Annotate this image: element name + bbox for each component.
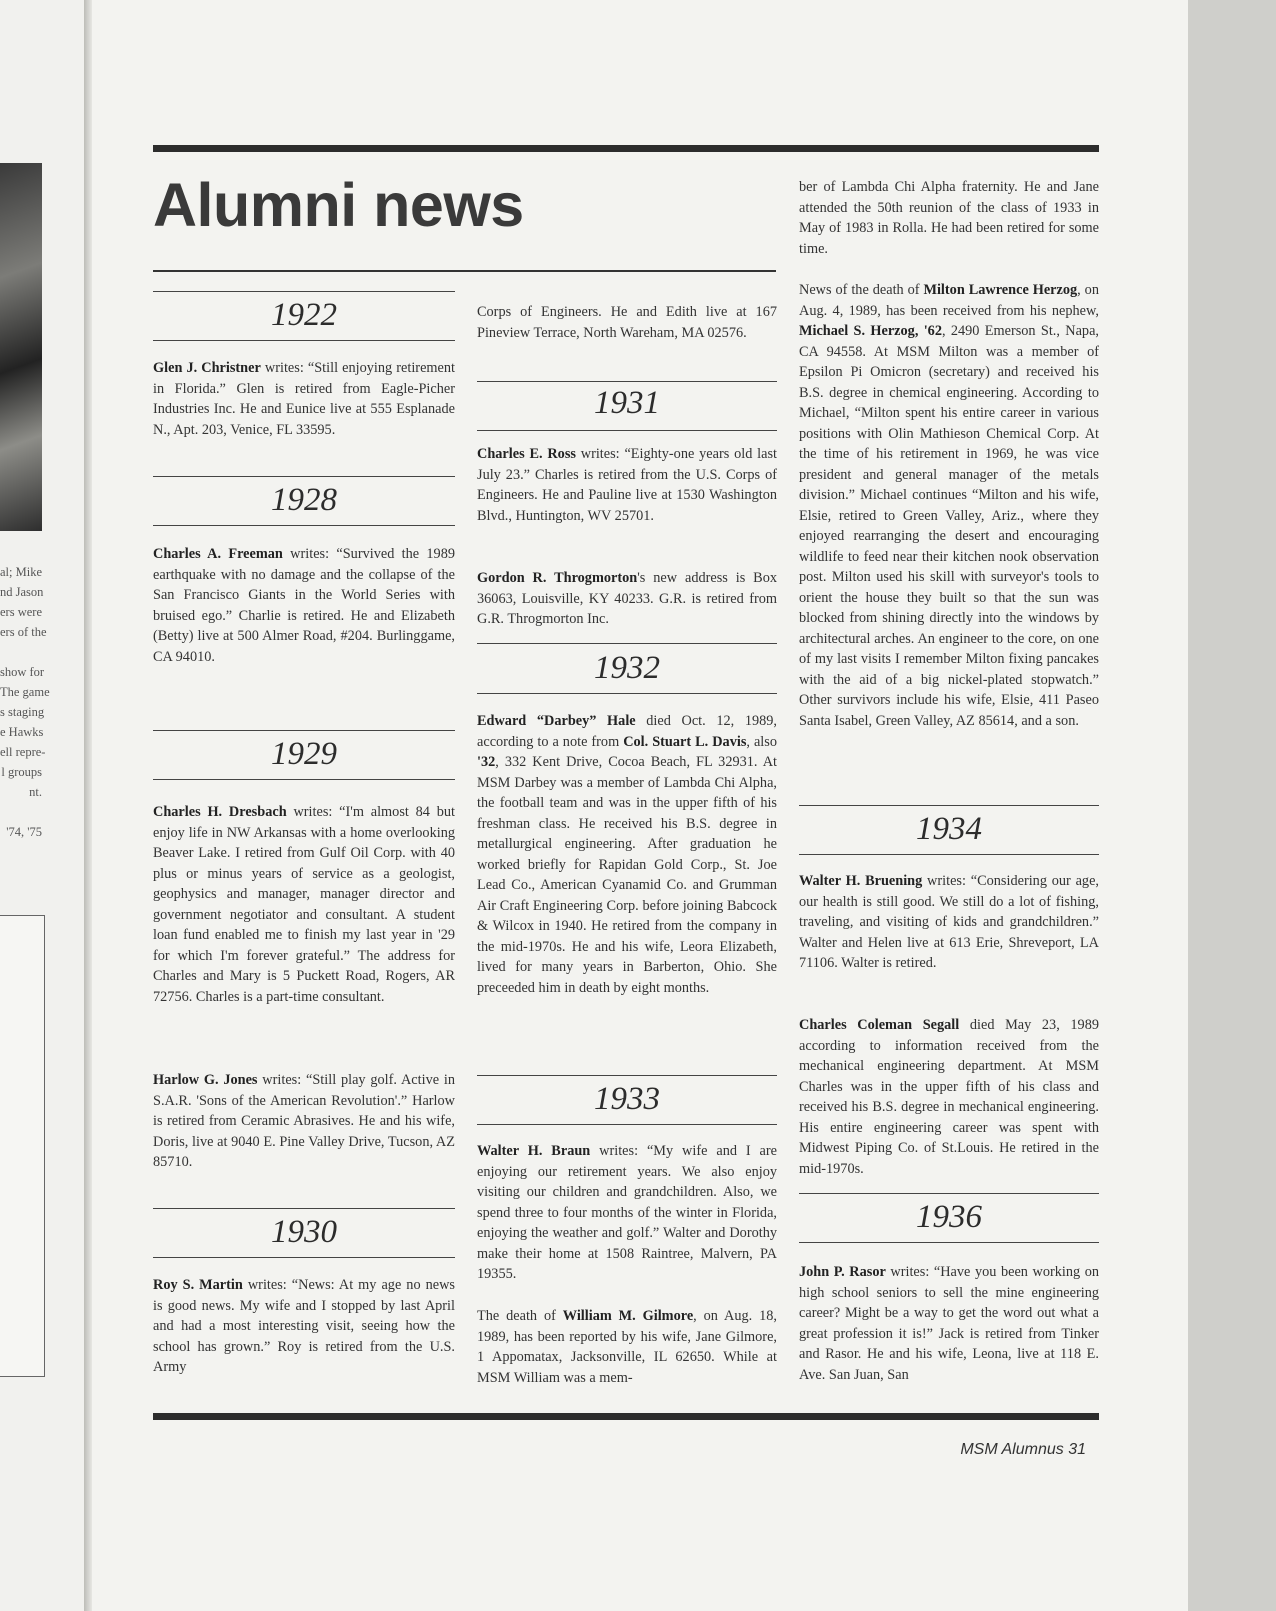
year-rule (153, 779, 455, 780)
adjacent-page-text: al; Mike nd Jason ers were ers of the show for The game s staging e Hawks ell repre- l groups nt. '74, '75 (0, 565, 50, 839)
alumnus-name: Walter H. Bruening (799, 873, 923, 889)
year-heading-1932: 1932 (594, 650, 660, 686)
year-rule (799, 854, 1099, 855)
year-rule (477, 1124, 777, 1125)
year-rule (153, 1208, 455, 1209)
year-heading-1930: 1930 (271, 1214, 337, 1250)
entry-ross: Charles E. Ross writes: “Eighty-one years old last July 23.” Charles is retired from the U.S. Corps of Engineers. He and Pauline live at 1530 Washington Blvd., Huntington, WV 25701. (477, 446, 777, 524)
entry-gilmore-continued: ber of Lambda Chi Alpha fraternity. He and Jane attended the 50th reunion of the class of 1933 in May of 1983 in Rolla. He had been retired for some time. (799, 179, 1099, 257)
alumnus-name: Walter H. Braun (477, 1143, 591, 1159)
entry-rasor: John P. Rasor writes: “Have you been working on high school seniors to sell the mine engineering career? Might be a way to get the word out what a great profession it is!” Jack is retired from Tinker and Rasor. He and his wife, Leona, live at 118 E. Ave. San Juan, San (799, 1264, 1099, 1383)
year-rule (477, 381, 777, 382)
entry-hale: Edward “Darbey” Hale died Oct. 12, 1989, according to a note from Col. Stuart L. Davis, also '32, 332 Kent Drive, Cocoa Beach, FL 32931. At MSM Darbey was a member of Lambda Chi Alpha, the football team and was in the upper fifth of his freshman class. He received his B.S. degree in metallurgical engineering. After graduation he worked briefly for Rapidan Gold Corp., St. Joe Lead Co., American Cyanamid Co. and Grumman Air Craft Engineering Corp. before joining Babcock & Wilcox in 1940. He retired from the company in the mid-1970s. He and his wife, Leora Elizabeth, lived for many years in Barberton, Ohio. She preceeded him in death by eight months. (477, 713, 778, 996)
entry-gilmore: The death of William M. Gilmore, on Aug. 18, 1989, has been reported by his wife, Jane Gilmore, 1 Appomatax, Jacksonville, IL 62650. While at MSM William was a mem- (477, 1308, 777, 1386)
entry-christner: Glen J. Christner writes: “Still enjoying retirement in Florida.” Glen is retired from Eagle-Picher Industries Inc. He and Eunice live at 555 Esplanade N., Apt. 203, Venice, FL 33595. (153, 360, 455, 438)
entry-dresbach: Charles H. Dresbach writes: “I'm almost 84 but enjoy life in NW Arkansas with a home overlooking Beaver Lake. I retired from Gulf Oil Corp. with 40 plus or minus years of service as a geologist, geophysics and manager, manager director and government negotiator and consultant. A student loan fund enabled me to finish my last year in '29 for which I'm forever grateful.” The address for Charles and Mary is 5 Puckett Road, Rogers, AR 72756. Charles is a part-time consultant. (153, 804, 456, 1005)
year-rule (477, 643, 777, 644)
entry-bruening: Walter H. Bruening writes: “Considering our age, our health is still good. We still do a lot of fishing, traveling, and visiting of kids and grandchildren.” Walter and Helen live at 613 Erie, Shreveport, LA 71106. Walter is retired. (799, 873, 1100, 971)
alumnus-name: Edward “Darbey” Hale (477, 713, 636, 729)
alumnus-name: Gordon R. Throgmorton (477, 570, 638, 586)
year-heading-1928: 1928 (271, 482, 337, 518)
year-heading-1933: 1933 (594, 1081, 660, 1117)
alumnus-name: Charles H. Dresbach (153, 804, 287, 820)
year-rule (153, 291, 455, 292)
alumnus-name: Glen J. Christner (153, 360, 261, 376)
bottom-rule (153, 1413, 1099, 1420)
alumnus-name: Roy S. Martin (153, 1277, 243, 1293)
year-rule (153, 1257, 455, 1258)
year-rule (477, 430, 777, 431)
year-rule (799, 1193, 1099, 1194)
adjacent-page-box (0, 915, 45, 1377)
year-rule (477, 1075, 777, 1076)
entry-segall: Charles Coleman Segall died May 23, 1989 according to information received from the mechanical engineering department. At MSM Charles was in the upper fifth of his class and received his B.S. degree in mechanical engineering. His entire engineering career was spent with Midwest Piping Co. of St.Louis. He retired in the mid-1970s. (799, 1017, 1099, 1177)
year-rule (799, 1242, 1099, 1243)
entry-jones: Harlow G. Jones writes: “Still play golf. Active in S.A.R. 'Sons of the American Revolution'.” Harlow is retired from Ceramic Abrasives. He and his wife, Doris, live at 9040 E. Pine Valley Drive, Tucson, AZ 85710. (153, 1072, 456, 1170)
year-heading-1934: 1934 (916, 811, 982, 847)
year-heading-1929: 1929 (271, 736, 337, 772)
alumnus-name: Charles E. Ross (477, 446, 576, 462)
alumnus-name: Charles A. Freeman (153, 546, 283, 562)
alumnus-name: William M. Gilmore (562, 1308, 694, 1324)
page-gutter (84, 0, 92, 1611)
entry-throgmorton: Gordon R. Throgmorton's new address is Box 36063, Louisville, KY 40233. G.R. is retired from G.R. Throgmorton Inc. (477, 570, 777, 627)
entry-braun: Walter H. Braun writes: “My wife and I are enjoying our retirement years. We also enjoy visiting our children and grandchildren. Also, we spend three to four months of the winter in Florida, enjoying the weather and golf.” Walter and Dorothy make their home at 1508 Raintree, Malvern, PA 19355. (477, 1143, 777, 1282)
entry-martin: Roy S. Martin writes: “News: At my age no news is good news. My wife and I stopped by last April and had a most interesting visit, seeing how the school has grown.” Roy is retired from the U.S. Army (153, 1277, 455, 1375)
adjacent-page-photo (0, 163, 42, 531)
year-heading-1922: 1922 (271, 297, 337, 333)
headline-rule (153, 270, 776, 272)
year-rule (477, 693, 777, 694)
year-rule (153, 476, 455, 477)
alumnus-name: Milton Lawrence Herzog (923, 282, 1078, 298)
year-heading-1931: 1931 (594, 385, 660, 421)
adjacent-page-strip (0, 0, 90, 1611)
year-rule (153, 730, 455, 731)
page-title: Alumni news (153, 171, 524, 239)
alumnus-name: Charles Coleman Segall (799, 1017, 960, 1033)
year-rule (153, 340, 455, 341)
entry-herzog: News of the death of Milton Lawrence Herzog, on Aug. 4, 1989, has been received from his nephew, Michael S. Herzog, '62, 2490 Emerson St., Napa, CA 94558. At MSM Milton was a member of Epsilon Pi Omicron (secretary) and received his B.S. degree in chemical engineering. According to Michael, “Milton spent his entire career in various positions with Olin Mathieson Chemical Corp. At the time of his retirement in 1969, he was vice president and general manager of the metals division.” Michael continues “Milton and his wife, Elsie, retired to Green Valley, Ariz., where they enjoyed rearranging the desert and encouraging wildlife to feed near their kitchen nook observation post. Milton used his skill with surveyor's tools to orient the house they built so that the sun was blocked from shining directly into the windows by architectural arches. An engineer to the core, on one of my last visits I remember Milton fixing pancakes with the aid of a big nickel-plated stopwatch.” Other survivors include his wife, Elsie, 411 Paseo Santa Isabel, Green Valley, AZ 85614, and a son. (799, 282, 1099, 729)
entry-freeman: Charles A. Freeman writes: “Survived the 1989 earthquake with no damage and the collapse of the San Francisco Giants in the World Series with bruised ego.” Charlie is retired. He and Elizabeth (Betty) live at 500 Almer Road, #204. Burlinggame, CA 94010. (153, 546, 455, 665)
entry-martin-continued: Corps of Engineers. He and Edith live at 167 Pineview Terrace, North Wareham, MA 02576. (477, 304, 777, 341)
year-rule (153, 525, 455, 526)
year-rule (799, 805, 1099, 806)
year-heading-1936: 1936 (916, 1199, 982, 1235)
top-rule (153, 145, 1099, 152)
alumnus-name: John P. Rasor (799, 1264, 886, 1280)
page-folio: MSM Alumnus 31 (960, 1441, 1086, 1458)
alumnus-name: Harlow G. Jones (153, 1072, 258, 1088)
